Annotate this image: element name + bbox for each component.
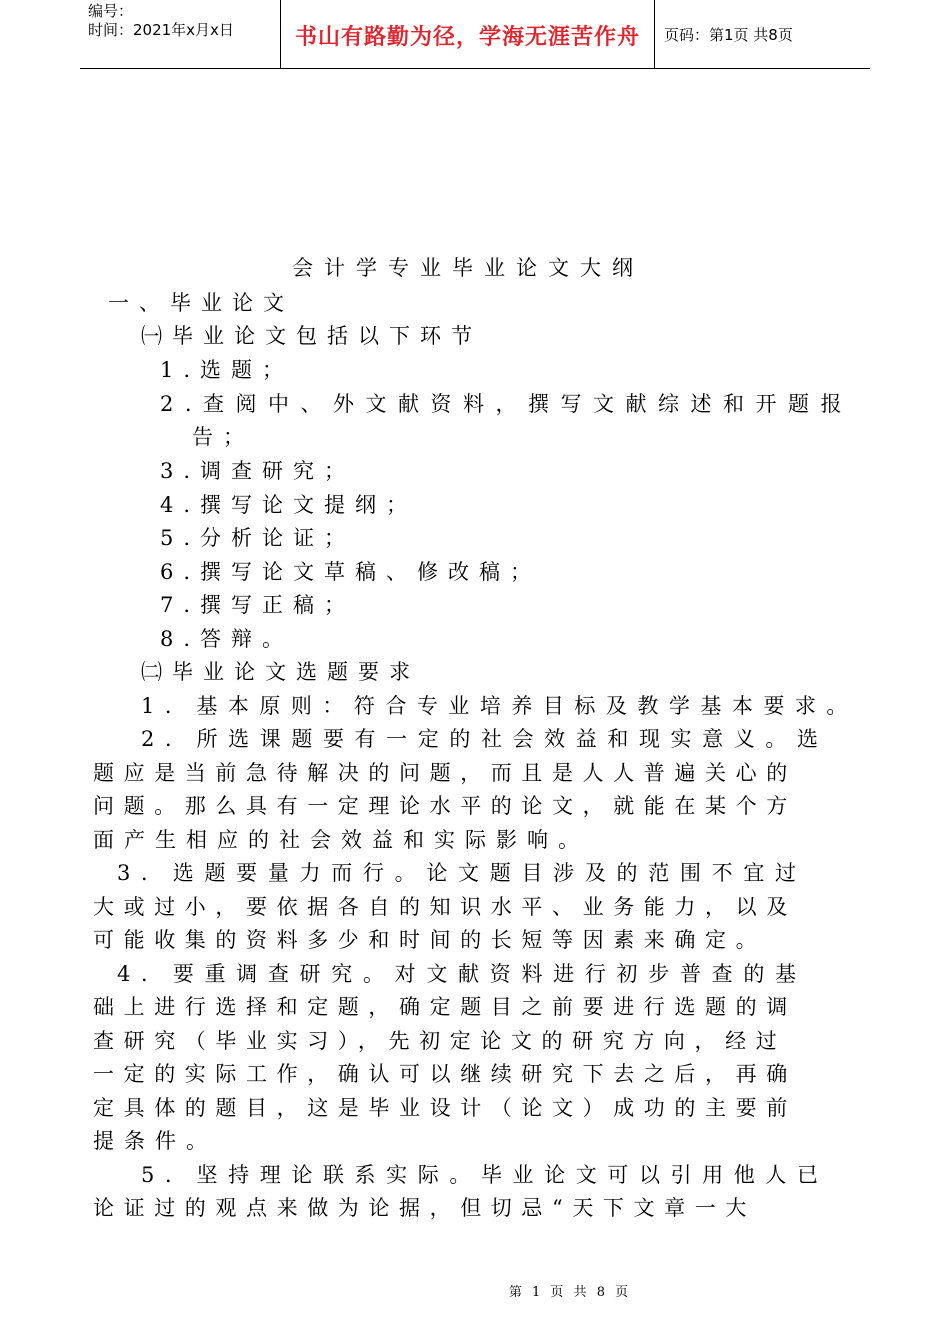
paragraph-line: 4．要重调查研究。对文献资料进行初步普查的基 bbox=[117, 962, 807, 986]
list-item: 7.撰写正稿； bbox=[160, 593, 356, 617]
list-item: 8.答辩。 bbox=[160, 627, 294, 651]
paragraph-line: 大或过小，要依据各自的知识水平、业务能力，以及 bbox=[93, 895, 797, 919]
paragraph-line: 论证过的观点来做为论据，但切忌“天下文章一大 bbox=[93, 1196, 756, 1220]
list-item: 1.选题； bbox=[160, 358, 294, 382]
paragraph-line: 5．坚持理论联系实际。毕业论文可以引用他人已 bbox=[141, 1163, 829, 1187]
paragraph-line: 定具体的题目，这是毕业设计（论文）成功的主要前 bbox=[93, 1096, 797, 1120]
subsection-heading: ㈠毕业论文包括以下环节 bbox=[141, 324, 482, 348]
paragraph-line: 2．所选课题要有一定的社会效益和现实意义。选 bbox=[141, 727, 829, 751]
header-motto: 书山有路勤为径，学海无涯苦作舟 bbox=[294, 25, 640, 50]
list-item: 3.调查研究； bbox=[160, 459, 356, 483]
header-page-info: 页码：第1页 共8页 bbox=[664, 26, 793, 44]
paragraph-line: 一定的实际工作，确认可以继续研究下去之后，再确 bbox=[93, 1062, 797, 1086]
header-meta bbox=[88, 2, 278, 40]
paragraph-line: 可能收集的资料多少和时间的长短等因素来确定。 bbox=[93, 928, 767, 952]
list-item: 2.查阅中、外文献资料，撰写文献综述和开题报 bbox=[160, 392, 854, 416]
paragraph-line: 提条件。 bbox=[93, 1129, 217, 1153]
header-divider bbox=[654, 0, 655, 68]
paragraph-line: 面产生相应的社会效益和实际影响。 bbox=[93, 828, 589, 852]
page-header bbox=[80, 0, 870, 69]
page-footer: 第 1 页 共 8 页 bbox=[508, 1285, 632, 1300]
doc-number-label: 编号： bbox=[88, 2, 134, 20]
paragraph-line: 题应是当前急待解决的问题，而且是人人普遍关心的 bbox=[93, 761, 797, 785]
subsection-heading: ㈡毕业论文选题要求 bbox=[141, 660, 420, 684]
list-item: 5.分析论证； bbox=[160, 526, 356, 550]
section-heading: 一、毕业论文 bbox=[108, 291, 294, 315]
list-item-continuation: 告； bbox=[192, 425, 254, 449]
paragraph-line: 查研究（毕业实习），先初定论文的研究方向，经过 bbox=[93, 1029, 787, 1053]
list-item: 6.撰写论文草稿、修改稿； bbox=[160, 560, 542, 584]
document-title: 会计学专业毕业论文大纲 bbox=[292, 256, 644, 280]
paragraph-line: 问题。那么具有一定理论水平的论文，就能在某个方 bbox=[93, 794, 797, 818]
time-label: 时间：2021年x月x日 bbox=[88, 21, 234, 39]
paragraph-line: 1．基本原则：符合专业培养目标及教学基本要求。 bbox=[141, 694, 858, 718]
paragraph-line: 础上进行选择和定题，确定题目之前要进行选题的调 bbox=[93, 995, 797, 1019]
paragraph-line: 3．选题要量力而行。论文题目涉及的范围不宜过 bbox=[117, 861, 807, 885]
list-item: 4.撰写论文提纲； bbox=[160, 493, 418, 517]
